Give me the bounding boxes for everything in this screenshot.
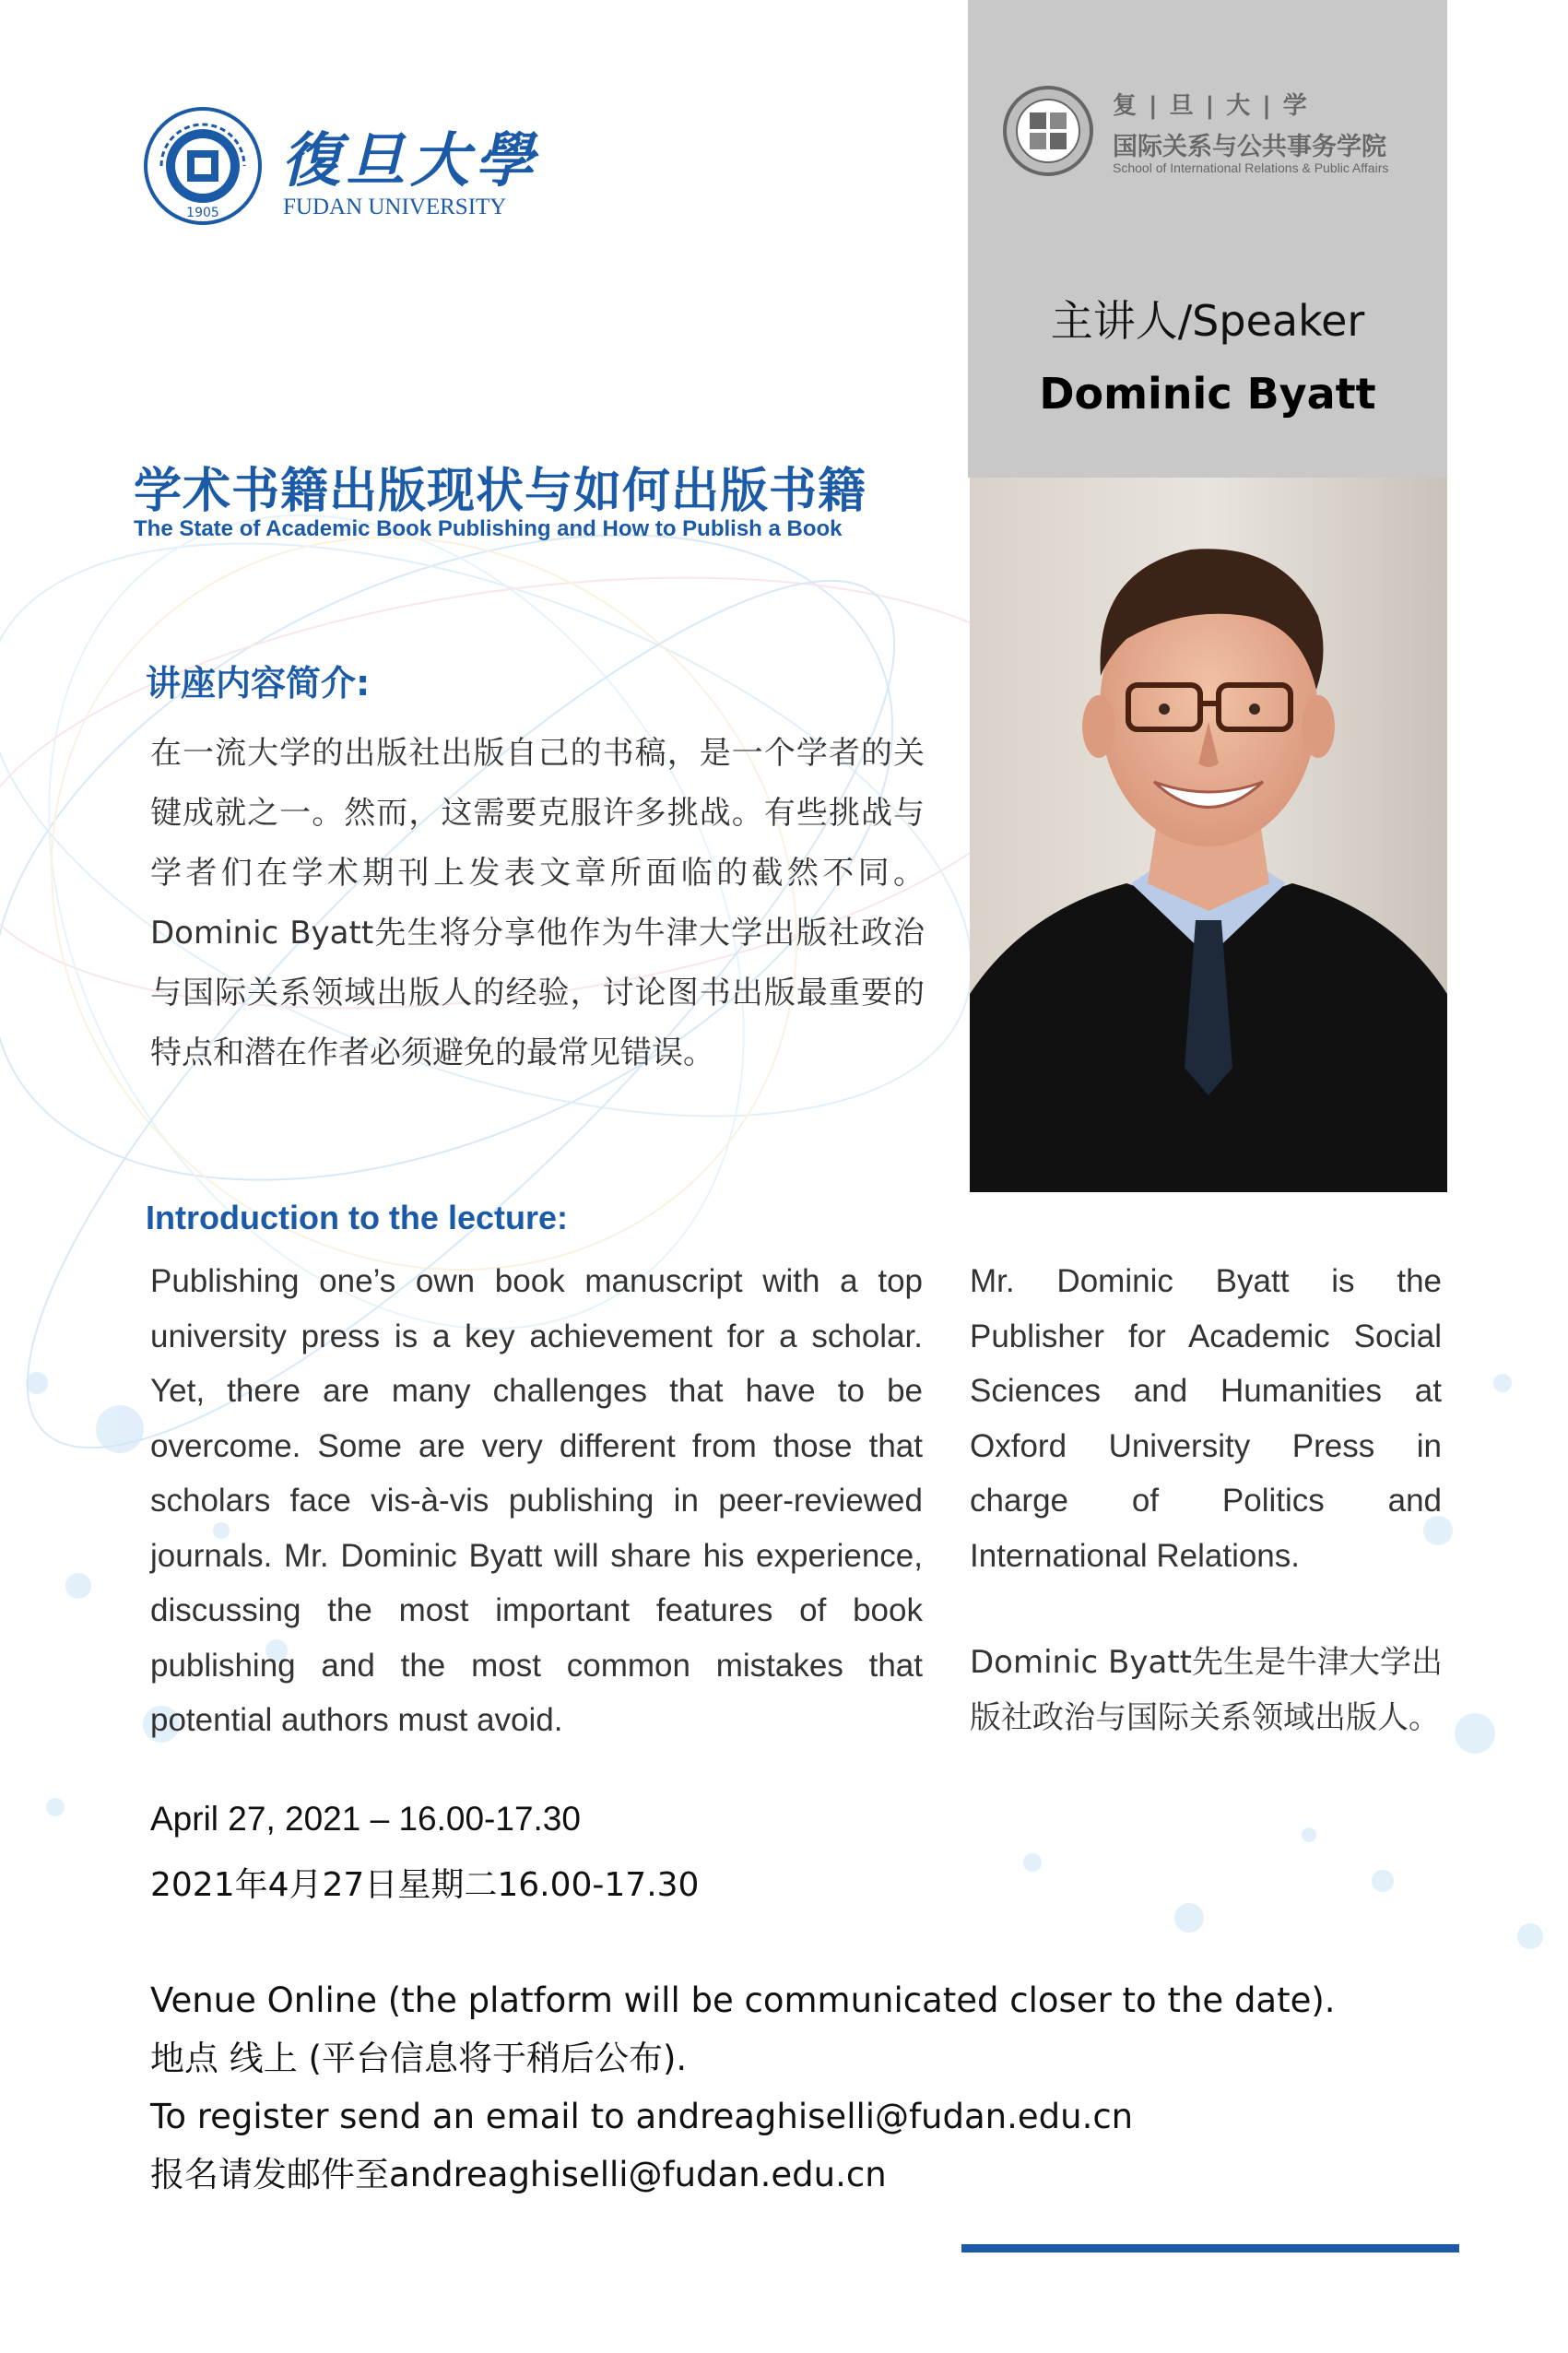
venue-info [150,1971,1336,2204]
svg-text:1905: 1905 [186,206,219,220]
intro-heading-cn: 讲座内容简介: [146,663,371,704]
fudan-name-cn: 復旦大學 [281,126,539,195]
intro-heading-en: Introduction to the lecture: [146,1199,568,1236]
lecture-title-cn: 学术书籍出版现状与如何出版书籍 [134,464,867,519]
sirpa-seal-icon [1002,85,1094,177]
speaker-bio-cn: Dominic Byatt先生是牛津大学出版社政治与国际关系领域出版人。 [970,1644,1443,1736]
register-line-en: To register send an email to andreaghiselli@fudan.edu.cn [150,2097,1134,2136]
fudan-name-en: FUDAN UNIVERSITY [283,195,507,219]
bottom-accent-bar [961,2244,1459,2252]
lecture-title-en: The State of Academic Book Publishing and How to Publish a Book [134,516,843,541]
event-date-cn: 2021年4月27日星期二16.00-17.30 [150,1866,700,1904]
event-date-en: April 27, 2021 – 16.00-17.30 [150,1800,581,1838]
fudan-seal-icon [143,106,263,226]
sirpa-school-name-en: School of International Relations & Public Affairs [1113,160,1389,175]
speaker-name: Dominic Byatt [1039,369,1376,419]
sirpa-school-name-cn: 国际关系与公共事务学院 [1113,133,1386,161]
sirpa-university-cn: 复 | 旦 | 大 | 学 [1113,92,1309,120]
fudan-university-logo [143,106,539,235]
speaker-label: 主讲人/Speaker [1050,296,1365,346]
venue-line-cn: 地点 线上 (平台信息将于稍后公布). [150,2039,688,2078]
speaker-bio-en: Mr. Dominic Byatt is the Publisher for Academic Social Sciences and Humanities at Oxford University Press in charge of Politics and International Relations. [970,1263,1442,1574]
speaker-photo [970,478,1447,1192]
sirpa-logo [1002,85,1435,186]
intro-body-en: Publishing one’s own book manuscript with a top university press is a key achievement for a scholar. Yet, there are many challenges that have to be overcome. Some are very different from those that scholars face vis-à-vis publishing in peer-reviewed journals. Mr. Dominic Byatt will share his experience, discussing the most important features of book publishing and the most common mistakes that potential authors must avoid. [150,1263,923,1738]
venue-line-en: Venue Online (the platform will be communicated closer to the date). [150,1981,1336,2020]
register-line-cn: 报名请发邮件至andreaghiselli@fudan.edu.cn [150,2155,887,2194]
intro-body-cn: 在一流大学的出版社出版自己的书稿，是一个学者的关键成就之一。然而，这需要克服许多挑战。有些挑战与学者们在学术期刊上发表文章所面临的截然不同。Dominic Byatt先生将分享他作为牛津大学出版社政治与国际关系领域出版人的经验，讨论图书出版最重要的特点和潜在作者必须避免的最常见错误。 [150,735,925,1071]
